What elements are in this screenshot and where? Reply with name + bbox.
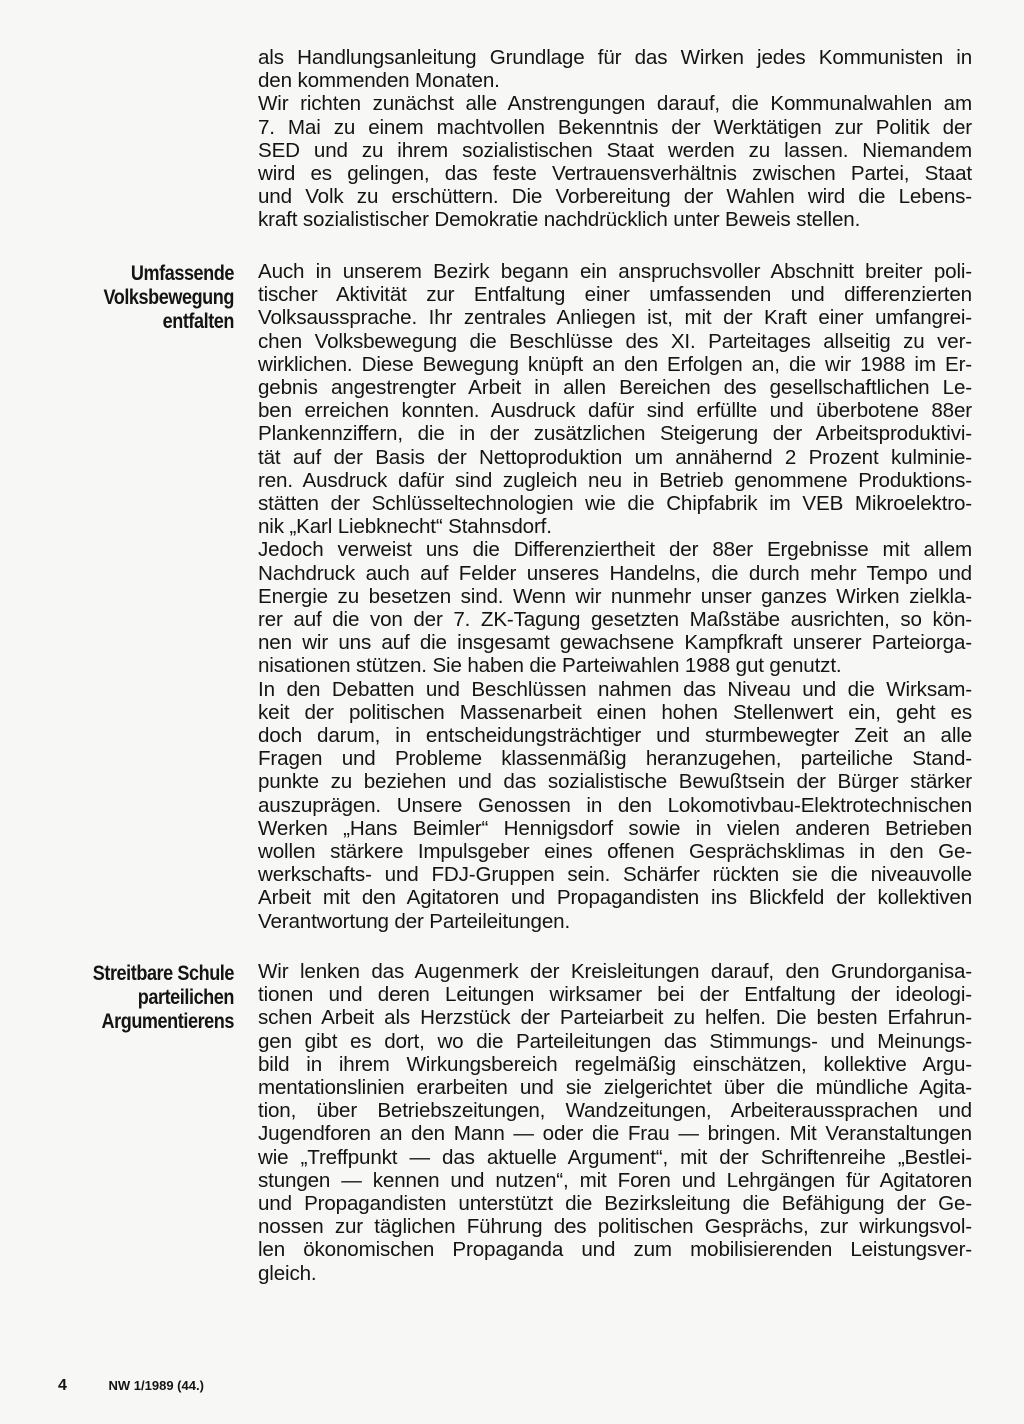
text-line: wie „Treffpunkt — das aktuelle Argument“, mit der Schriftenreihe „Bestlei- <box>258 1145 972 1169</box>
text-line: Nachdruck auch auf Felder unseres Handelns, die durch mehr Tempo und <box>258 561 972 585</box>
issue-reference: NW 1/1989 (44.) <box>108 1378 204 1393</box>
text-line: ben erreichen konnten. Ausdruck dafür sind erfüllte und überbotene 88er <box>258 399 972 423</box>
text-line: Verantwortung der Parteileitungen. <box>258 909 571 933</box>
side-heading-streitbare-schule <box>62 962 234 1034</box>
text-line: 7. Mai zu einem machtvollen Bekenntnis der Werktätigen zur Politik der <box>258 115 972 139</box>
text-line: Fragen und Probleme klassenmäßig heranzugehen, parteiliche Stand- <box>258 747 972 771</box>
text-line: len ökonomischen Propaganda und zum mobilisierenden Leistungsver- <box>258 1238 972 1262</box>
text-line: Auch in unserem Bezirk begann ein anspruchsvoller Abschnitt breiter poli- <box>258 260 972 283</box>
heading-line: Argumentierens <box>101 1010 234 1033</box>
text-line: rer auf die von der 7. ZK-Tagung gesetzten Maßstäbe ausrichten, so kön- <box>258 608 972 632</box>
text-line: nen wir uns auf die insgesamt gewachsene Kampfkraft unserer Parteiorga- <box>258 631 972 655</box>
text-line: wird es gelingen, das feste Vertrauensverhältnis zwischen Partei, Staat <box>258 162 972 186</box>
text-line: als Handlungsanleitung Grundlage für das Wirken jedes Kommunisten in <box>258 46 972 69</box>
heading-line: Volksbewegung <box>103 286 234 309</box>
text-line: gleich. <box>258 1261 317 1285</box>
text-line: nik „Karl Liebknecht“ Stahnsdorf. <box>258 515 552 539</box>
text-line: und Propagandisten unterstützt die Bezirksleitung die Befähigung der Ge- <box>258 1192 972 1216</box>
text-line: Jedoch verweist uns die Differenziertheit der 88er Ergebnisse mit allem <box>258 538 972 562</box>
text-line: und Volk zu erschüttern. Die Vorbereitung der Wahlen wird die Lebens- <box>258 185 972 209</box>
text-line: doch darum, in entscheidungsträchtiger und sturmbewegter Zeit an alle <box>258 724 972 748</box>
text-line: keit der politischen Massenarbeit einen hohen Stellenwert ein, geht es <box>258 700 972 724</box>
text-line: tionen und deren Leitungen wirksamer bei der Entfaltung der ideologi- <box>258 983 972 1007</box>
paragraph-block-intro <box>258 46 972 232</box>
text-line: punkte zu beziehen und das sozialistische Bewußtsein der Bürger stärker <box>258 770 972 794</box>
text-line: werkschafts- und FDJ-Gruppen sein. Schärfer rückten sie die niveauvolle <box>258 863 972 887</box>
text-line: Plankennziffern, die in der zusätzlichen Steigerung der Arbeitsproduktivi- <box>258 422 972 446</box>
text-line: SED und zu ihrem sozialistischen Staat werden zu lassen. Niemandem <box>258 138 972 162</box>
text-line: stungen — kennen und nutzen“, mit Foren und Lehrgängen für Agitatoren <box>258 1168 972 1192</box>
text-line: Wir lenken das Augenmerk der Kreisleitungen darauf, den Grundorganisa- <box>258 960 972 983</box>
text-line: nisationen stützen. Sie haben die Parteiwahlen 1988 gut genutzt. <box>258 654 842 678</box>
text-line: gen gibt es dort, wo die Parteileitungen das Stimmungs- und Meinungs- <box>258 1029 972 1053</box>
heading-line: parteilichen <box>137 986 234 1009</box>
text-line: bild in ihrem Wirkungsbereich regelmäßig einschätzen, kollektive Argu- <box>258 1052 972 1076</box>
page-number: 4 <box>58 1377 67 1394</box>
text-line: den kommenden Monaten. <box>258 69 500 93</box>
text-line: Werken „Hans Beimler“ Hennigsdorf sowie in vielen anderen Betrieben <box>258 816 972 840</box>
text-line: wirklichen. Diese Bewegung knüpft an den Erfolgen an, die wir 1988 im Er- <box>258 352 972 376</box>
heading-line: Umfassende <box>130 262 234 285</box>
text-line: chen Volksbewegung die Beschlüsse des XI. Parteitages allseitig zu ver- <box>258 329 972 353</box>
heading-line: Streitbare Schule <box>92 962 234 985</box>
text-line: tischer Aktivität zur Entfaltung einer umfassenden und differenzierten <box>258 283 972 307</box>
text-line: tion, über Betriebszeitungen, Wandzeitungen, Arbeiteraussprachen und <box>258 1099 972 1123</box>
side-heading-volksbewegung <box>62 262 234 334</box>
text-line: tät auf der Basis der Nettoproduktion um annähernd 2 Prozent kulminie- <box>258 445 972 469</box>
page-footer <box>58 1377 204 1395</box>
text-line: auszuprägen. Unsere Genossen in den Lokomotivbau-Elektrotechnischen <box>258 793 972 817</box>
text-line: stätten der Schlüsseltechnologien wie die Chipfabrik im VEB Mikroelektro- <box>258 492 972 516</box>
text-line: Energie zu besetzen sind. Wenn wir nunmehr unser ganzes Wirken zielkla- <box>258 584 972 608</box>
text-line: Wir richten zunächst alle Anstrengungen darauf, die Kommunalwahlen am <box>258 92 972 116</box>
text-line: gebnis angestrengter Arbeit in allen Bereichen des gesellschaftlichen Le- <box>258 376 972 400</box>
paragraph-block-volksbewegung <box>258 260 972 933</box>
text-line: kraft sozialistischer Demokratie nachdrücklich unter Beweis stellen. <box>258 208 861 232</box>
text-line: schen Arbeit als Herzstück der Parteiarbeit zu helfen. Die besten Erfahrun- <box>258 1006 972 1030</box>
text-line: Arbeit mit den Agitatoren und Propagandisten ins Blickfeld der kollektiven <box>258 886 972 910</box>
text-line: wollen stärkere Impulsgeber eines offenen Gesprächsklimas in den Ge- <box>258 840 972 864</box>
text-line: mentationslinien erarbeiten und sie zielgerichtet über die mündliche Agita- <box>258 1076 972 1100</box>
text-line: ren. Ausdruck dafür sind zugleich neu in Betrieb genommene Produktions- <box>258 468 972 492</box>
text-line: In den Debatten und Beschlüssen nahmen das Niveau und die Wirksam- <box>258 677 972 701</box>
paragraph-block-argumentieren <box>258 960 972 1285</box>
text-line: Jugendforen an den Mann — oder die Frau — bringen. Mit Veranstaltungen <box>258 1122 972 1146</box>
text-line: Volksaussprache. Ihr zentrales Anliegen ist, mit der Kraft einer umfangrei- <box>258 306 972 330</box>
text-line: nossen zur täglichen Führung des politischen Gesprächs, zur wirkungsvol- <box>258 1215 972 1239</box>
heading-line: entfalten <box>162 310 234 333</box>
